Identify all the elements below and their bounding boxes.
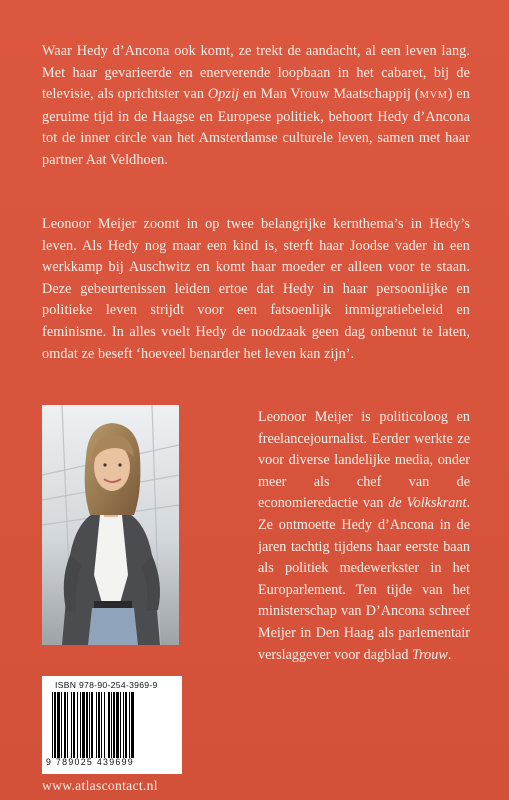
author-photo-image xyxy=(42,405,179,645)
intro-text-1: Waar Hedy d’Ancona ook komt, ze trekt de aandacht, al een leven lang. Met haar gevarieerde en enerverende loopbaan in het cabaret, bij de televisie, als oprichtster van xyxy=(42,43,470,103)
barcode-digits: 9 789025 439699 xyxy=(46,757,134,767)
newspaper-trouw: Trouw xyxy=(412,646,448,663)
newspaper-volkskrant: de Volkskrant xyxy=(388,495,467,512)
barcode-bars xyxy=(52,692,174,758)
intro-text-2: en Man Vrouw Maatschappij ( xyxy=(239,86,420,103)
publisher-website[interactable]: www.atlascontact.nl xyxy=(42,778,158,793)
bio-text-3: . xyxy=(447,646,452,663)
bio-text-2: . Ze ontmoette Hedy d’Ancona in de jaren tachtig tijdens haar eerste baan als politiek medewerkster in het Europarlement. Ten tijde van het ministerschap van D’Ancona schreef Meijer in Den Haag als parlementair verslaggever voor dagblad xyxy=(258,495,470,663)
bio-text-1: Leonoor Meijer is politicoloog en freelancejournalist. Eerder werkte ze voor diverse landelijke media, onder meer als chef van de economieredactie van xyxy=(258,409,470,512)
isbn-label: ISBN 978-90-254-3969-9 xyxy=(55,680,158,690)
isbn-barcode xyxy=(42,676,182,774)
author-bio xyxy=(258,407,470,666)
author-photo xyxy=(42,405,179,645)
magazine-title-opzij: Opzij xyxy=(207,86,240,103)
intro-text-3: ) en geruime tijd in de Haagse en Europese politiek, behoort Hedy d’Ancona tot de inner circle van het Amsterdamse culturele leven, samen met haar partner Aat Veldhoen. xyxy=(42,86,470,168)
mvm-abbreviation: MVM xyxy=(419,90,448,102)
intro-paragraph xyxy=(42,41,470,172)
themes-paragraph: Leonoor Meijer zoomt in op twee belangrijke kernthema’s in Hedy’s leven. Als Hedy nog maar een kind is, sterft haar Joodse vader in een werkkamp bij Auschwitz en komt haar moeder er alleen voor te staan. Deze gebeurtenissen leiden ertoe dat Hedy in haar persoonlijke en politieke leven strijdt voor een fatsoenlijk immigratiebeleid en feminisme. In alles voelt Hedy de noodzaak geen dag onbenut te laten, omdat ze beseft ‘hoeveel benarder het leven kan zijn’. xyxy=(42,216,470,362)
